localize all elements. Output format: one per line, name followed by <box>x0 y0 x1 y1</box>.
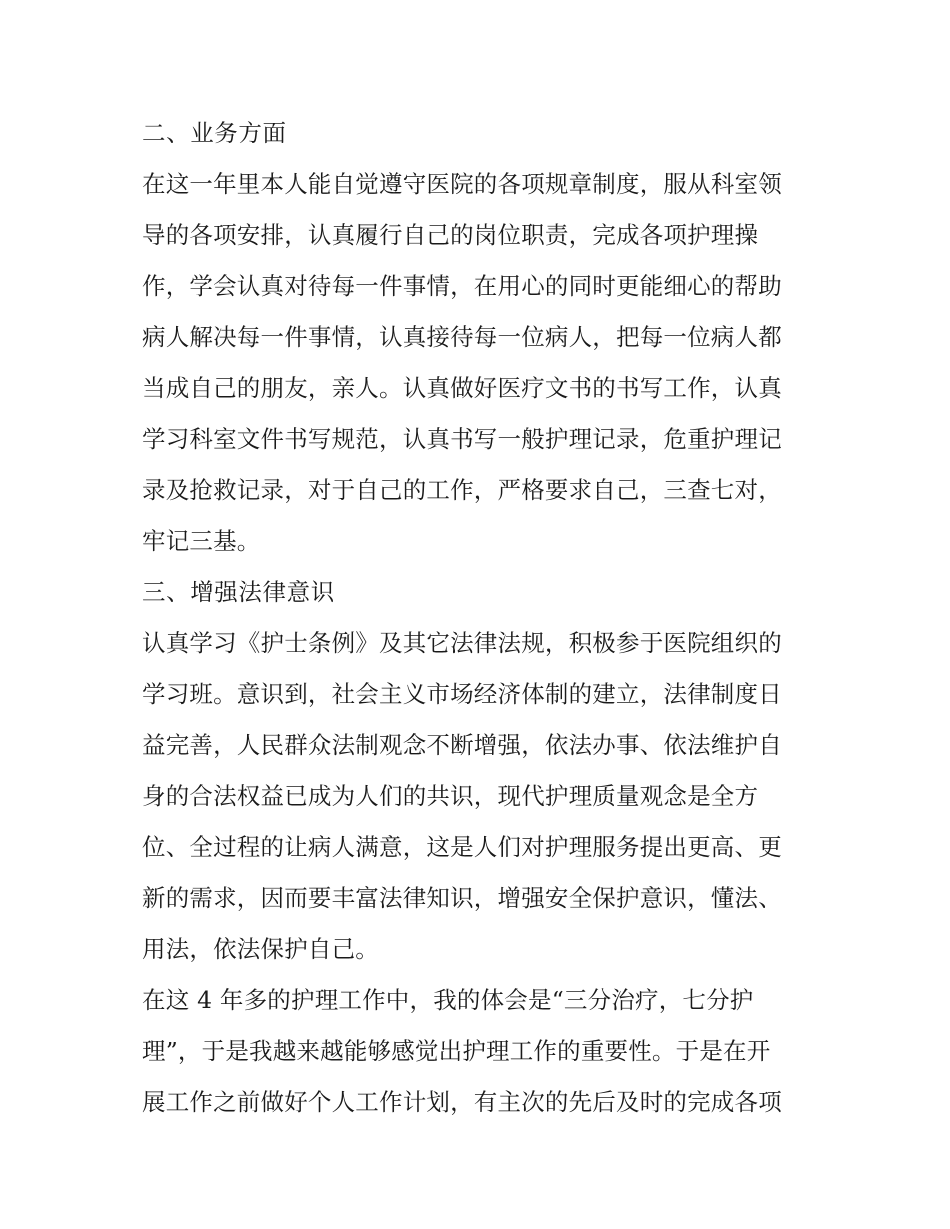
paragraph-line: 病人解决每一件事情，认真接待每一位病人，把每一位病人都 <box>142 323 782 351</box>
section-heading-business: 二、业务方面 <box>142 119 287 147</box>
paragraph-line: 位、全过程的让病人满意，这是人们对护理服务提出更高、更 <box>142 833 782 861</box>
paragraph-line: 认真学习《护士条例》及其它法律法规，积极参于医院组织的 <box>142 629 782 657</box>
paragraph-line: 录及抢救记录，对于自己的工作，严格要求自己，三查七对， <box>142 476 782 504</box>
paragraph-line: 在这一年里本人能自觉遵守医院的各项规章制度，服从科室领 <box>142 170 782 198</box>
paragraph-line: 益完善，人民群众法制观念不断增强，依法办事、依法维护自 <box>142 731 782 759</box>
paragraph-line: 新的需求，因而要丰富法律知识，增强安全保护意识，懂法、 <box>142 884 782 912</box>
paragraph-line: 用法，依法保护自己。 <box>142 935 379 963</box>
paragraph-line: 当成自己的朋友，亲人。认真做好医疗文书的书写工作，认真 <box>142 374 782 402</box>
document-body <box>142 108 822 1128</box>
paragraph-line: 身的合法权益已成为人们的共识，现代护理质量观念是全方 <box>142 782 759 810</box>
paragraph-line: 展工作之前做好个人工作计划，有主次的先后及时的完成各项 <box>142 1088 782 1116</box>
paragraph-line: 在这 4 年多的护理工作中，我的体会是“三分治疗，七分护 <box>142 986 754 1014</box>
paragraph-line: 导的各项安排，认真履行自己的岗位职责，完成各项护理操 <box>142 221 759 249</box>
paragraph-line: 学习班。意识到，社会主义市场经济体制的建立，法律制度日 <box>142 680 782 708</box>
paragraph-line: 学习科室文件书写规范，认真书写一般护理记录，危重护理记 <box>142 425 782 453</box>
paragraph-line: 牢记三基。 <box>142 527 261 555</box>
section-heading-legal: 三、增强法律意识 <box>142 578 335 606</box>
paragraph-line: 理”，于是我越来越能够感觉出护理工作的重要性。于是在开 <box>142 1037 771 1065</box>
paragraph-line: 作，学会认真对待每一件事情，在用心的同时更能细心的帮助 <box>142 272 782 300</box>
